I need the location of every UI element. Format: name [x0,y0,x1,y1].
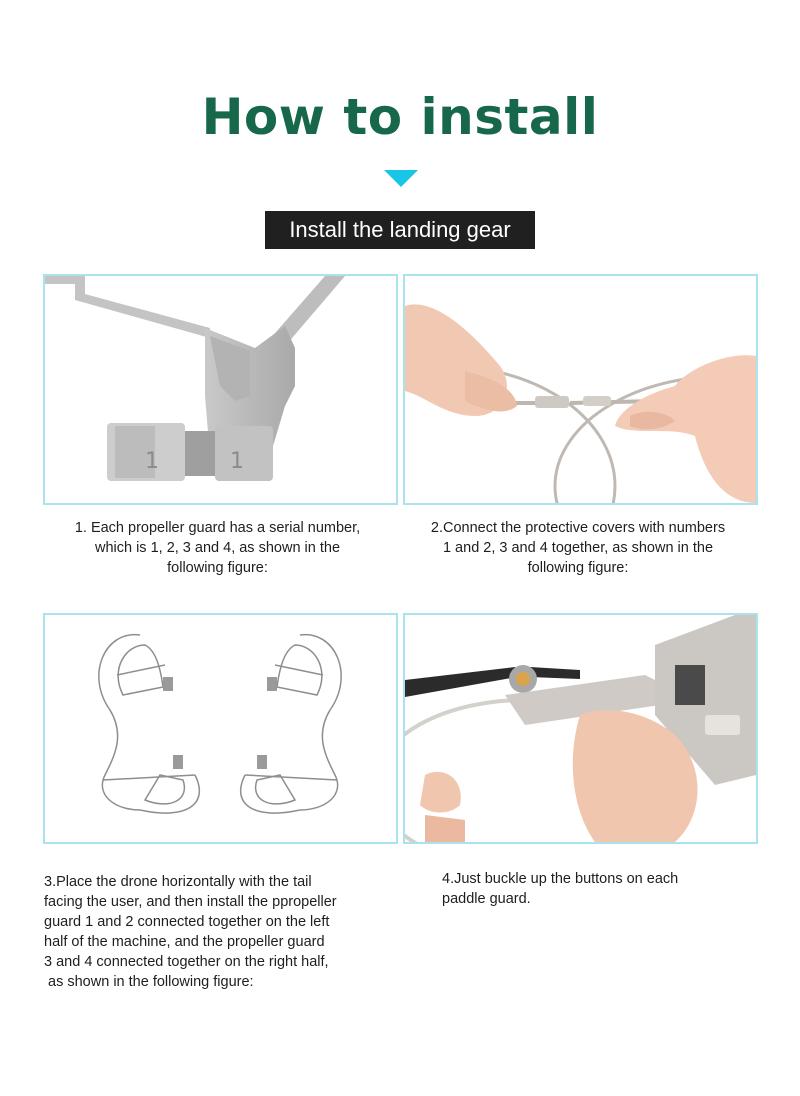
down-arrow-icon [384,170,418,187]
caption-line: 3 and 4 connected together on the right half, [44,954,329,970]
caption-line: guard 1 and 2 connected together on the left [44,914,330,930]
buckle-guard-icon [405,615,756,842]
caption-line: half of the machine, and the propeller guard [44,934,325,950]
caption-line: 2.Connect the protective covers with numbers [430,520,726,536]
step-4-caption [442,869,762,909]
svg-text:1: 1 [230,449,244,474]
caption-line: facing the user, and then install the ppropeller [44,894,337,910]
caption-line: which is 1, 2, 3 and 4, as shown in the [94,540,341,556]
caption-line: as shown in the following figure: [44,974,254,990]
step-3-caption [44,872,404,992]
caption-line: 1. Each propeller guard has a serial number, [74,520,361,536]
guard-layout-diagram-icon [45,615,396,842]
caption-line: 4.Just buckle up the buttons on each [442,871,679,887]
caption-line: following figure: [167,560,268,576]
caption-line: paddle guard. [442,891,531,907]
section-label: Install the landing gear [265,211,535,249]
step-1-image [43,274,398,505]
caption-line: 3.Place the drone horizontally with the tail [44,874,312,890]
caption-line: following figure: [527,560,629,576]
propeller-guard-serial-icon [45,276,396,503]
step-1-caption [40,518,395,578]
step-3-image [43,613,398,844]
step-2-caption [398,518,758,578]
svg-text:1: 1 [145,449,159,474]
step-2-image [403,274,758,505]
step-4-image [403,613,758,844]
caption-line: 1 and 2, 3 and 4 together, as shown in the [442,540,714,556]
connecting-guards-icon [405,276,756,503]
page-title: How to install [201,88,599,146]
